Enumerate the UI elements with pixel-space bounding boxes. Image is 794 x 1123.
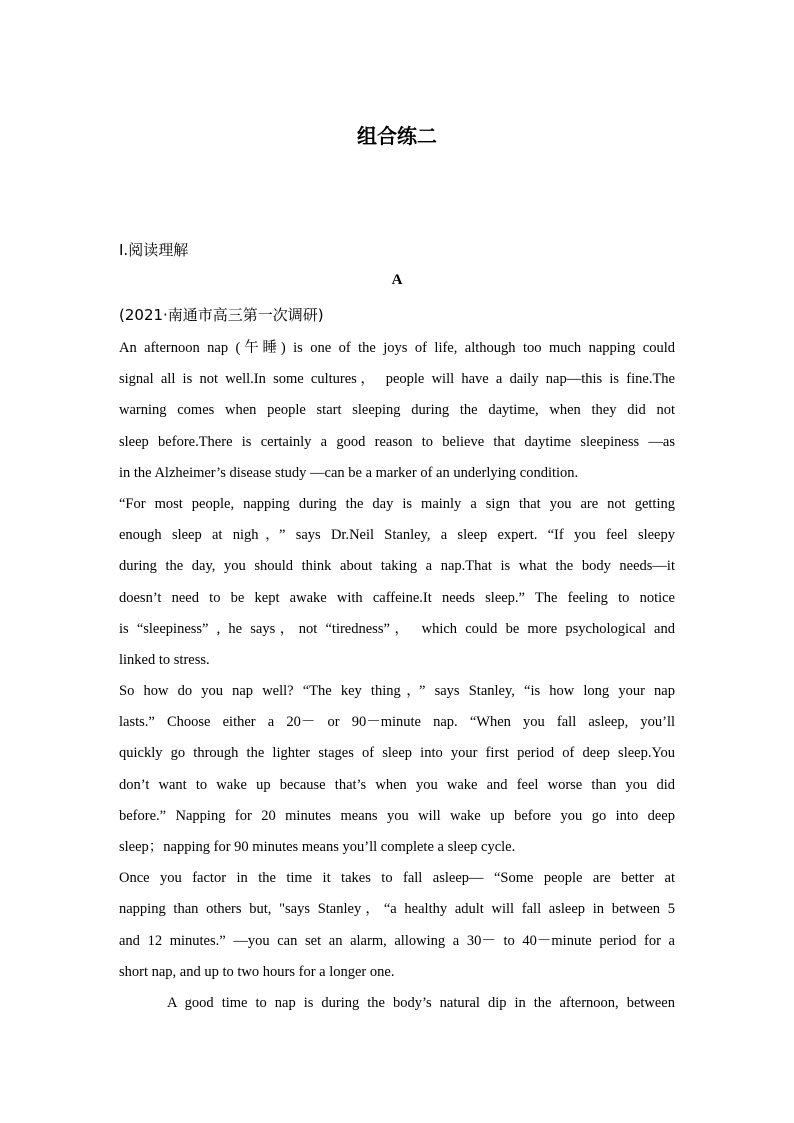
passage-line: sleep；napping for 90 minutes means you’ll complete a sleep cycle. xyxy=(119,839,516,855)
passage-line: warning comes when people start sleeping during the daytime, when they did not xyxy=(119,402,675,419)
passage-line: in the Alzheimer’s disease study —can be a marker of an underlying condition. xyxy=(119,464,579,481)
passage-line: “For most people, napping during the day is mainly a sign that you are not getting xyxy=(119,495,675,512)
passage-line: is “sleepiness” , he says，not “tiredness”， which could be more psychological and xyxy=(119,620,675,637)
passage-line: An afternoon nap (午睡) is one of the joys of life, although too much napping could xyxy=(119,340,675,356)
passage-line: quickly go through the lighter stages of sleep into your first period of deep sleep.You xyxy=(119,745,675,762)
passage-line: lasts.” Choose either a 20－ or 90－minute nap. “When you fall asleep, you’ll xyxy=(119,714,675,731)
page-title: 组合练二 xyxy=(357,124,437,148)
passage-line: A good time to nap is during the body’s natural dip in the afternoon, between xyxy=(167,994,675,1011)
passage-line: Once you factor in the time it takes to fall asleep— “Some people are better at xyxy=(119,870,675,887)
passage-line: before.” Napping for 20 minutes means you will wake up before you go into deep xyxy=(119,807,675,824)
passage-line: napping than others but, "says Stanley，“a healthy adult will fall asleep in between 5 xyxy=(119,901,675,918)
section-heading: Ⅰ.阅读理解 xyxy=(119,241,189,259)
passage-line: during the day, you should think about taking a nap.That is what the body needs—it xyxy=(119,558,675,575)
passage-body xyxy=(119,333,675,1019)
passage-line: signal all is not well.In some cultures， people will have a daily nap—this is fine.The xyxy=(119,371,675,388)
passage-line: So how do you nap well? “The key thing，” says Stanley, “is how long your nap xyxy=(119,683,675,700)
passage-label: A xyxy=(391,272,403,288)
passage-line: doesn’t need to be kept awake with caffeine.It needs sleep.” The feeling to notice xyxy=(119,589,675,606)
passage-line: short nap, and up to two hours for a longer one. xyxy=(119,963,395,980)
passage-line: enough sleep at nigh，” says Dr.Neil Stanley, a sleep expert. “If you feel sleepy xyxy=(119,527,675,544)
passage-line: and 12 minutes.” —you can set an alarm, allowing a 30－ to 40－minute period for a xyxy=(119,932,675,949)
source-note: (2021·南通市高三第一次调研) xyxy=(119,306,324,324)
passage-line: don’t want to wake up because that’s when you wake and feel worse than you did xyxy=(119,776,675,793)
passage-line: linked to stress. xyxy=(119,651,210,668)
passage-line: sleep before.There is certainly a good reason to believe that daytime sleepiness —as xyxy=(119,433,675,450)
